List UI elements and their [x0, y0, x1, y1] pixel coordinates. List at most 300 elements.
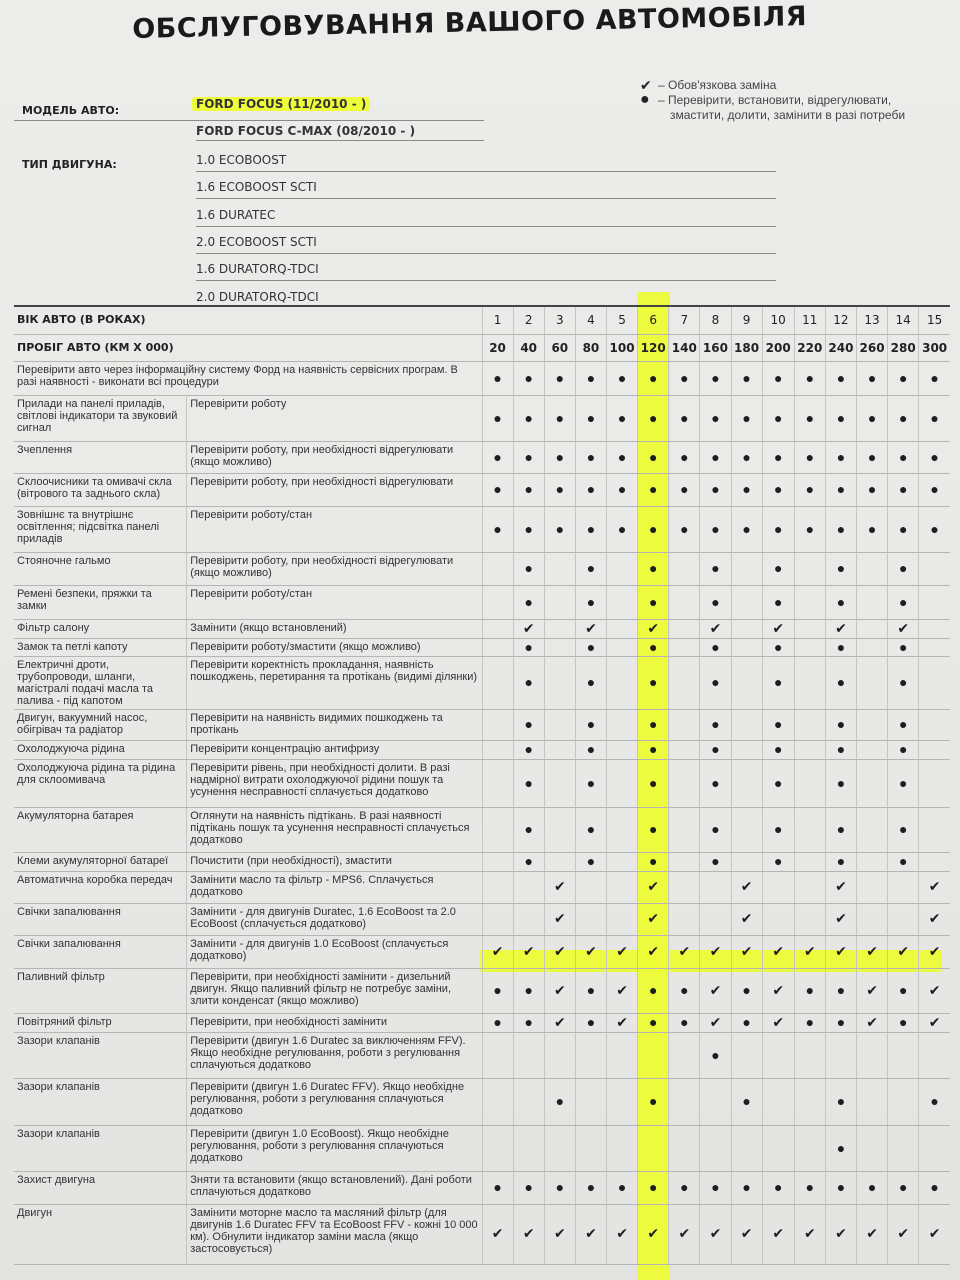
mark-cell: [825, 871, 856, 903]
mark-cell: [857, 1171, 888, 1204]
mark-cell: [482, 903, 513, 935]
mark-cell: [888, 1204, 919, 1264]
mark-cell: [857, 585, 888, 619]
dot-icon: ●: [836, 369, 846, 386]
dot-icon: ●: [836, 982, 846, 998]
mark-cell: [731, 935, 762, 968]
mark-cell: [731, 552, 762, 585]
mark-cell: [513, 1013, 544, 1032]
dot-icon: ●: [898, 638, 908, 655]
mileage-5: 100: [607, 334, 638, 361]
table-row: [14, 473, 950, 506]
mark-cell: [607, 740, 638, 759]
mark-cell: [575, 852, 606, 871]
mark-cell: [762, 871, 794, 903]
mark-cell: [669, 1078, 700, 1125]
mark-cell: [544, 619, 575, 638]
check-icon: ✔: [522, 1226, 535, 1242]
dot-icon: ●: [742, 369, 751, 386]
mark-cell: [513, 585, 544, 619]
mark-cell: [482, 807, 513, 852]
mark-cell: [513, 395, 544, 441]
engine-label: ТИП ДВИГУНА:: [22, 158, 117, 171]
action-text: Перевірити на наявність видимих пошкоджень та протікань: [187, 709, 482, 740]
mark-cell: [825, 968, 856, 1013]
mark-cell: [731, 852, 762, 871]
mark-cell: [888, 473, 919, 506]
dot-icon: ●: [805, 982, 815, 998]
mark-cell: [731, 740, 762, 759]
dot-icon: ●: [648, 674, 658, 690]
mark-cell: [544, 1171, 575, 1204]
system-name: Двигун: [14, 1204, 187, 1264]
mark-cell: [825, 903, 856, 935]
action-text: Перевірити роботу, при необхідності відрегулювати (якщо можливо): [187, 552, 482, 585]
dot-icon: ●: [586, 674, 596, 690]
mark-cell: [575, 552, 606, 585]
check-icon: ✔: [928, 1014, 941, 1031]
dot-icon: ●: [680, 1179, 689, 1195]
dot-icon: ●: [898, 448, 908, 465]
mark-cell: [482, 506, 513, 552]
action-text: Перевірити роботу/стан: [187, 506, 482, 552]
action-text: Перевірити роботу, при необхідності відрегулювати (якщо можливо): [187, 441, 482, 473]
dot-icon: ●: [867, 520, 877, 537]
mark-cell: [607, 1013, 638, 1032]
system-name: Охолоджуюча рідина та рідина для склоомивача: [14, 759, 187, 807]
mark-cell: [825, 740, 856, 759]
dot-icon: ●: [648, 1014, 658, 1030]
mark-cell: [482, 709, 513, 740]
dot-icon: ●: [648, 593, 658, 610]
mark-cell: [575, 935, 606, 968]
mark-cell: [544, 1204, 575, 1264]
dot-icon: ●: [648, 638, 658, 655]
engine-6: 2.0 DURATORQ-TDCI: [196, 290, 319, 304]
year-7: 7: [669, 307, 700, 334]
dot-icon: ●: [524, 520, 533, 537]
mark-cell: [762, 968, 794, 1013]
mark-cell: [513, 506, 544, 552]
mark-cell: [638, 473, 669, 506]
mark-cell: [544, 506, 575, 552]
mark-cell: [888, 871, 919, 903]
action-text: Перевірити (двигун 1.6 Duratec FFV). Якщо необхідне регулювання, роботи з регулювання сплачуються додатково: [187, 1078, 482, 1125]
mark-cell: [857, 871, 888, 903]
check-icon: ✔: [928, 943, 941, 960]
mark-cell: [513, 968, 544, 1013]
dot-icon: ●: [805, 1179, 815, 1195]
mark-cell: [857, 1013, 888, 1032]
dot-icon: ●: [586, 520, 596, 537]
action-text: Перевірити, при необхідності замінити - дизельний двигун. Якщо паливний фільтр не потребує заміни, злити конденсат (якщо можливо): [187, 968, 482, 1013]
mark-cell: [575, 619, 606, 638]
dot-icon: ●: [493, 448, 502, 465]
mark-cell: [513, 656, 544, 709]
model-2: FORD FOCUS C-MAX (08/2010 - ): [196, 124, 416, 138]
dot-icon: ●: [898, 674, 908, 690]
dot-icon: ●: [493, 1014, 502, 1030]
dot-icon: ●: [524, 853, 533, 869]
dot-icon: ●: [524, 638, 533, 655]
mark-cell: [857, 619, 888, 638]
mark-cell: [794, 656, 825, 709]
mark-cell: [638, 638, 669, 656]
mark-cell: [669, 807, 700, 852]
legend-check-row: [640, 78, 905, 93]
dot-icon: ●: [586, 716, 596, 732]
mark-cell: [857, 740, 888, 759]
system-name: Свічки запалювання: [14, 935, 187, 968]
mileage-11: 220: [794, 334, 825, 361]
dot-icon: ●: [742, 1093, 751, 1109]
dot-icon: ●: [524, 1014, 533, 1030]
dot-icon: ●: [836, 716, 846, 732]
mark-cell: [575, 395, 606, 441]
dot-icon: ●: [586, 481, 596, 497]
mark-cell: [669, 656, 700, 709]
dot-icon: ●: [493, 1179, 502, 1195]
mark-cell: [825, 1125, 856, 1171]
mark-cell: [888, 1013, 919, 1032]
check-icon: ✔: [709, 982, 722, 999]
mark-cell: [762, 807, 794, 852]
dot-icon: ●: [524, 982, 533, 998]
mark-cell: [731, 619, 762, 638]
dot-icon: ●: [711, 638, 720, 655]
check-icon: ✔: [740, 911, 753, 927]
dot-icon: ●: [773, 481, 783, 497]
mark-cell: [669, 506, 700, 552]
action-text: Перевірити роботу/змастити (якщо можливо): [187, 638, 482, 656]
mark-cell: [513, 638, 544, 656]
dot-icon: ●: [711, 674, 720, 690]
mark-cell: [731, 1125, 762, 1171]
mark-cell: [638, 619, 669, 638]
check-icon: ✔: [553, 943, 566, 960]
check-icon: ✔: [835, 911, 847, 927]
mark-cell: [762, 709, 794, 740]
dot-icon: ●: [680, 520, 689, 537]
dot-icon: ●: [555, 1179, 565, 1195]
dot-icon: ●: [586, 853, 596, 869]
system-name: Зазори клапанів: [14, 1078, 187, 1125]
system-name: Зчеплення: [14, 441, 187, 473]
mark-cell: [731, 585, 762, 619]
year-10: 10: [762, 307, 794, 334]
mark-cell: [794, 473, 825, 506]
check-icon: ✔: [866, 1014, 878, 1031]
mileage-7: 140: [669, 334, 700, 361]
table-row: [14, 740, 950, 759]
mark-cell: [638, 709, 669, 740]
mark-cell: [731, 968, 762, 1013]
mark-cell: [857, 903, 888, 935]
dot-icon: ●: [493, 520, 502, 537]
dot-icon: ●: [617, 369, 627, 386]
legend-check-text: – Обов'язкова заміна: [658, 78, 777, 92]
mileage-10: 200: [762, 334, 794, 361]
mark-cell: [544, 1013, 575, 1032]
mark-cell: [762, 1204, 794, 1264]
dot-icon: ●: [524, 774, 533, 791]
mark-cell: [482, 1125, 513, 1171]
dot-icon: ●: [711, 448, 720, 465]
dot-icon: ●: [648, 821, 658, 837]
mark-cell: [638, 395, 669, 441]
mark-cell: [794, 506, 825, 552]
mark-cell: [825, 473, 856, 506]
mileage-13: 260: [857, 334, 888, 361]
dot-icon: ●: [711, 369, 720, 386]
dot-icon: ●: [680, 369, 689, 386]
mark-cell: [482, 1013, 513, 1032]
dot-icon: ●: [898, 593, 908, 610]
mileage-1: 20: [482, 334, 513, 361]
mark-cell: [731, 1171, 762, 1204]
mark-cell: [700, 871, 731, 903]
mark-cell: [888, 638, 919, 656]
mark-cell: [919, 807, 950, 852]
check-icon: ✔: [803, 943, 816, 960]
mark-cell: [482, 395, 513, 441]
action-text: Замінити моторне масло та масляний фільтр (для двигунів 1.6 Duratec FFV та EcoBoost FFV - кожні 10 000 км). Обнулити індикатор заміни масла (якщо застосовується): [187, 1204, 482, 1264]
mileage-4: 80: [575, 334, 606, 361]
mark-cell: [857, 1078, 888, 1125]
mark-cell: [700, 619, 731, 638]
mark-cell: [607, 552, 638, 585]
mark-cell: [607, 807, 638, 852]
dot-icon: ●: [648, 448, 658, 465]
mark-cell: [731, 395, 762, 441]
mark-cell: [575, 506, 606, 552]
table-row: [14, 638, 950, 656]
dot-icon: ●: [773, 674, 783, 690]
mark-cell: [638, 506, 669, 552]
mark-cell: [857, 1204, 888, 1264]
mark-cell: [638, 1013, 669, 1032]
dot-icon: ●: [586, 774, 596, 791]
mark-cell: [794, 871, 825, 903]
dot-icon: ●: [898, 774, 908, 791]
check-icon: ✔: [709, 1014, 722, 1031]
dot-icon: ●: [711, 821, 720, 837]
engine-4: 2.0 ECOBOOST SCTI: [196, 235, 317, 249]
mark-cell: [607, 473, 638, 506]
mark-cell: [794, 1032, 825, 1078]
dot-icon: ●: [805, 448, 815, 465]
model-1: FORD FOCUS (11/2010 - ): [192, 97, 370, 111]
mark-cell: [575, 441, 606, 473]
mark-cell: [762, 1013, 794, 1032]
mark-cell: [638, 935, 669, 968]
mark-cell: [575, 638, 606, 656]
mark-cell: [857, 441, 888, 473]
mark-cell: [607, 638, 638, 656]
check-icon: ✔: [772, 982, 785, 999]
mark-cell: [762, 1125, 794, 1171]
mark-cell: [731, 441, 762, 473]
mark-cell: [607, 619, 638, 638]
mark-cell: [794, 619, 825, 638]
year-5: 5: [607, 307, 638, 334]
system-name: Склоочисники та омивачі скла (вітрового та заднього скла): [14, 473, 187, 506]
mark-cell: [544, 709, 575, 740]
dot-icon: ●: [586, 448, 596, 465]
mark-cell: [700, 1204, 731, 1264]
dot-icon: ●: [711, 593, 720, 610]
check-icon: ✔: [647, 943, 660, 960]
mark-cell: [888, 1078, 919, 1125]
mark-cell: [669, 903, 700, 935]
system-name: Паливний фільтр: [14, 968, 187, 1013]
mark-cell: [607, 1204, 638, 1264]
system-name: Ремені безпеки, пряжки та замки: [14, 585, 187, 619]
mark-cell: [825, 506, 856, 552]
mark-cell: [888, 1125, 919, 1171]
mark-cell: [825, 709, 856, 740]
mark-cell: [638, 871, 669, 903]
mark-cell: [700, 759, 731, 807]
check-icon: ✔: [772, 1226, 785, 1242]
dot-icon: ●: [898, 741, 908, 757]
dot-icon: ●: [648, 774, 658, 791]
mark-cell: [919, 552, 950, 585]
dot-icon: ●: [617, 520, 627, 537]
mark-cell: [513, 1078, 544, 1125]
mark-cell: [638, 1171, 669, 1204]
mark-cell: [482, 1032, 513, 1078]
dot-icon: ●: [836, 1139, 846, 1156]
mark-cell: [544, 1125, 575, 1171]
mark-cell: [731, 807, 762, 852]
year-3: 3: [544, 307, 575, 334]
mark-cell: [482, 552, 513, 585]
mark-cell: [544, 759, 575, 807]
dot-icon: ●: [836, 674, 846, 690]
mark-cell: [888, 935, 919, 968]
check-icon: ✔: [585, 1226, 597, 1242]
dot-icon: ●: [867, 369, 877, 386]
system-name: Свічки запалювання: [14, 903, 187, 935]
check-icon: ✔: [553, 879, 566, 895]
mark-cell: [544, 656, 575, 709]
mark-cell: [669, 709, 700, 740]
table-row: [14, 656, 950, 709]
dot-icon: ●: [493, 369, 502, 386]
mark-cell: [700, 638, 731, 656]
dot-icon: ●: [742, 520, 751, 537]
year-8: 8: [700, 307, 731, 334]
dot-icon: ●: [773, 448, 783, 465]
mark-cell: [544, 1032, 575, 1078]
mark-cell: [794, 968, 825, 1013]
mark-cell: [575, 968, 606, 1013]
dot-icon: ●: [742, 448, 751, 465]
year-2: 2: [513, 307, 544, 334]
mileage-8: 160: [700, 334, 731, 361]
dot-icon: ●: [930, 1179, 939, 1195]
mark-cell: [513, 759, 544, 807]
mark-cell: [857, 361, 888, 395]
dot-icon: ●: [836, 853, 846, 869]
mark-cell: [575, 709, 606, 740]
mark-cell: [857, 395, 888, 441]
year-6: 6: [638, 307, 669, 334]
mark-cell: [794, 1078, 825, 1125]
mark-cell: [794, 807, 825, 852]
mark-cell: [607, 656, 638, 709]
dot-icon: ●: [680, 982, 689, 998]
mark-cell: [544, 903, 575, 935]
mark-cell: [888, 1171, 919, 1204]
check-icon: ✔: [553, 1226, 566, 1242]
mark-cell: [888, 395, 919, 441]
mark-cell: [638, 1125, 669, 1171]
mileage-6: 120: [638, 334, 669, 361]
mark-cell: [638, 903, 669, 935]
mark-cell: [888, 852, 919, 871]
mark-cell: [731, 1032, 762, 1078]
mark-cell: [888, 968, 919, 1013]
table-row: [14, 1125, 950, 1171]
mileage-14: 280: [888, 334, 919, 361]
check-icon: ✔: [835, 1226, 847, 1242]
mark-cell: [919, 935, 950, 968]
system-name: Акумуляторна батарея: [14, 807, 187, 852]
mark-cell: [544, 473, 575, 506]
dot-icon: ●: [648, 716, 658, 732]
action-text: Перевірити роботу: [187, 395, 482, 441]
mark-cell: [762, 759, 794, 807]
system-name: Електричні дроти, трубопроводи, шланги, магістралі подачі масла та палива - під капотом: [14, 656, 187, 709]
dot-icon: ●: [836, 1014, 846, 1030]
mark-cell: [482, 656, 513, 709]
mark-cell: [794, 852, 825, 871]
dot-icon: ●: [867, 409, 877, 426]
mark-cell: [544, 395, 575, 441]
mark-cell: [669, 638, 700, 656]
age-label: ВІК АВТО (В РОКАХ): [14, 307, 482, 334]
mark-cell: [919, 585, 950, 619]
dot-icon: ●: [898, 853, 908, 869]
check-icon: ✔: [835, 879, 847, 895]
engine-1: 1.0 ECOBOOST: [196, 153, 287, 167]
dot-icon: ●: [930, 481, 939, 497]
action-text: Перевірити (двигун 1.6 Duratec за виключенням FFV). Якщо необхідне регулювання, роботи з регулювання сплачуються додатково: [187, 1032, 482, 1078]
dot-icon: ●: [711, 741, 720, 757]
mark-cell: [638, 740, 669, 759]
mark-cell: [888, 361, 919, 395]
mark-cell: [825, 585, 856, 619]
table-row: [14, 1013, 950, 1032]
year-1: 1: [482, 307, 513, 334]
dot-icon: ●: [648, 1179, 658, 1195]
dot-icon: ●: [617, 1179, 627, 1195]
mark-cell: [731, 473, 762, 506]
mark-cell: [607, 903, 638, 935]
mark-cell: [700, 506, 731, 552]
mark-cell: [700, 395, 731, 441]
dot-icon: ●: [773, 716, 783, 732]
dot-icon: ●: [898, 1014, 908, 1030]
maintenance-table: [14, 307, 950, 1265]
mark-cell: [825, 656, 856, 709]
mark-cell: [575, 1078, 606, 1125]
dot-icon: ●: [773, 638, 783, 655]
mark-cell: [607, 506, 638, 552]
system-name: Фільтр салону: [14, 619, 187, 638]
